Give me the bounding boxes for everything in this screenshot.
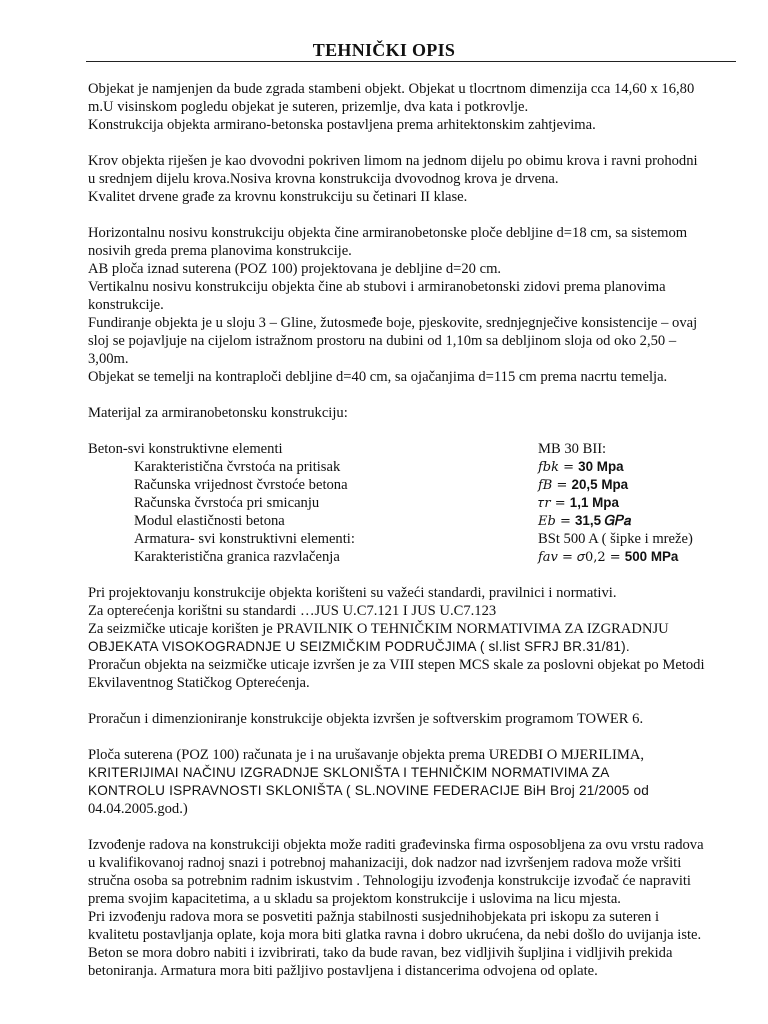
document-body xyxy=(88,80,733,998)
text-line: 04.04.2005.god.) xyxy=(88,801,188,817)
text-line: Izvođenje radova na konstrukciji objekta može raditi građevinska firma osposobljena za ovu vrstu radova xyxy=(88,837,704,853)
material-label: Armatura- svi konstruktivni elementi: xyxy=(134,531,355,547)
text-line: Kvalitet drvene građe za krovnu konstrukciju su četinari II klase. xyxy=(88,189,468,205)
paragraph-software xyxy=(88,710,733,728)
material-value: BSt 500 A ( šipke i mreže) xyxy=(538,531,693,547)
paragraph-structure xyxy=(88,224,733,386)
text-line: Krov objekta riješen je kao dvovodni pokriven limom na jednom dijelu po obimu krova i ravni prohodni xyxy=(88,153,698,169)
text-line: 3,00m. xyxy=(88,351,129,367)
text-line: Horizontalnu nosivu konstrukciju objekta čine armiranobetonske ploče debljine d=18 cm, sa sistemom xyxy=(88,225,688,241)
material-label: Računska čvrstoća pri smicanju xyxy=(134,495,320,511)
material-value: 𝐸𝑏 = 31,5 𝐺𝑃𝑎 xyxy=(538,513,632,529)
text-line: KRITERIJIMAI NAČINU IZGRADNJE SKLONIŠTA I TEHNIČKIM NORMATIVIMA ZA xyxy=(88,765,610,780)
paragraph-intro xyxy=(88,80,733,134)
text-line: Vertikalnu nosivu konstrukciju objekta čine ab stubovi i armiranobetonski zidovi prema planovima xyxy=(88,279,666,295)
text-line: Ekvilaventnog Statičkog Opterećenja. xyxy=(88,675,310,691)
material-row xyxy=(88,458,733,476)
material-row xyxy=(88,476,733,494)
text-line: nosivih greda prema planovima konstrukcije. xyxy=(88,243,352,259)
text-line: KONTROLU ISPRAVNOSTI SKLONIŠTA ( SL.NOVINE FEDERACIJE BiH Broj 21/2005 od xyxy=(88,783,650,798)
text-line: Fundiranje objekta je u sloju 3 – Gline, žutosmeđe boje, pjeskovite, srednjegnječive konsistencije – ovaj xyxy=(88,315,698,331)
material-value: 𝑓𝐵 = 20,5 Mpa xyxy=(538,477,629,493)
material-row xyxy=(88,440,733,458)
material-row xyxy=(88,494,733,512)
text-line: kvalitetu postavljanja oplate, koja mora biti glatka ravna i dobro ukrućena, da nebi došlo do uvijanja iste. xyxy=(88,927,702,943)
text-line: Ploča suterena (POZ 100) računata je i na urušavanje objekta prema UREDBI O MJERILIMA, xyxy=(88,747,645,763)
material-label: Karakteristična čvrstoća na pritisak xyxy=(134,459,341,475)
material-row xyxy=(88,512,733,530)
material-row xyxy=(88,530,733,548)
material-label: Modul elastičnosti betona xyxy=(134,513,285,529)
text-line: Pri izvođenju radova mora se posvetiti pažnja stabilnosti susjednihobjekata pri iskopu za suteren i xyxy=(88,909,660,925)
text-line: u kvalifikovanoj radnoj snazi i potrebnoj mahanizaciji, dok nadzor nad izvršenjem radova može vršiti xyxy=(88,855,682,871)
material-heading: Materijal za armiranobetonsku konstrukciju: xyxy=(88,405,348,421)
text-line: OBJEKATA VISOKOGRADNJE U SEIZMIČKIM PODRUČJIMA ( sl.list SFRJ BR.31/81). xyxy=(88,639,630,654)
text-line: Objekat se temelji na kontraploči debljine d=40 cm, sa ojačanjima d=115 cm prema nacrtu temelja. xyxy=(88,369,668,385)
paragraph-execution xyxy=(88,836,733,980)
paragraph-roof xyxy=(88,152,733,206)
text-line: Za seizmičke uticaje korišten je PRAVILNIK O TEHNIČKIM NORMATIVIMA ZA IZGRADNJU xyxy=(88,621,669,637)
material-row xyxy=(88,548,733,566)
text-line: Beton se mora dobro nabiti i izvibrirati, tako da bude ravan, bez vidljivih šupljina i vidljivih prekida xyxy=(88,945,673,961)
text-line: Proračun objekta na seizmičke uticaje izvršen je za VIII stepen MCS skale za poslovni objekat po Metodi xyxy=(88,657,705,673)
text-line: sloj se pojavljuje na cijelom istražnom prostoru na dubini od 1,10m sa debljinom sloja od oko 2,50 – xyxy=(88,333,677,349)
text-line: prema svojim kapacitetima, a u skladu sa projektom konstrukcije i uslovima na licu mjesta. xyxy=(88,891,621,907)
paragraph-standards xyxy=(88,584,733,692)
material-label: Računska vrijednost čvrstoće betona xyxy=(134,477,348,493)
material-label: Beton-svi konstruktivne elementi xyxy=(88,441,283,457)
text-line: u srednjem dijelu krova.Nosiva krovna konstrukcija dvovodnog krova je drvena. xyxy=(88,171,559,187)
text-line: m.U visinskom pogledu objekat je suteren, prizemlje, dva kata i potkrovlje. xyxy=(88,99,529,115)
text-line: Proračun i dimenzioniranje konstrukcije objekta izvršen je softverskim programom TOWER 6. xyxy=(88,711,644,727)
text-line: konstrukcije. xyxy=(88,297,164,313)
material-value: 𝜏𝑟 = 1,1 Mpa xyxy=(538,495,619,511)
material-value: MB 30 BII: xyxy=(538,441,607,457)
text-line: Za opterećenja korištni su standardi …JUS U.C7.121 I JUS U.C7.123 xyxy=(88,603,497,619)
text-line: Objekat je namjenjen da bude zgrada stambeni objekt. Objekat u tlocrtnom dimenzija cca 14,60 x 16,80 xyxy=(88,81,695,97)
paragraph-shelter xyxy=(88,746,733,818)
text-line: betoniranja. Armatura mora biti pažljivo postavljena i distancerima odvojena od oplate. xyxy=(88,963,598,979)
text-line: AB ploča iznad suterena (POZ 100) projektovana je debljine d=20 cm. xyxy=(88,261,502,277)
text-line: Konstrukcija objekta armirano-betonska postavljena prema arhitektonskim zahtjevima. xyxy=(88,117,596,133)
title-underline xyxy=(86,61,736,62)
materials-list xyxy=(88,440,733,566)
material-value: 𝑓𝑎𝑣 = 𝜎0,2 = 500 MPa xyxy=(538,549,679,565)
text-line: stručna osoba sa potrebnim radnim iskustvim . Tehnologiju izvođenja konstrukcije izvođač će napraviti xyxy=(88,873,691,889)
material-value: 𝑓𝑏𝑘 = 30 Mpa xyxy=(538,459,624,475)
material-label: Karakteristična granica razvlačenja xyxy=(134,549,340,565)
text-line: Pri projektovanju konstrukcije objekta korišteni su važeći standardi, pravilnici i normativi. xyxy=(88,585,617,601)
document-title: TEHNIČKI OPIS xyxy=(312,40,456,60)
